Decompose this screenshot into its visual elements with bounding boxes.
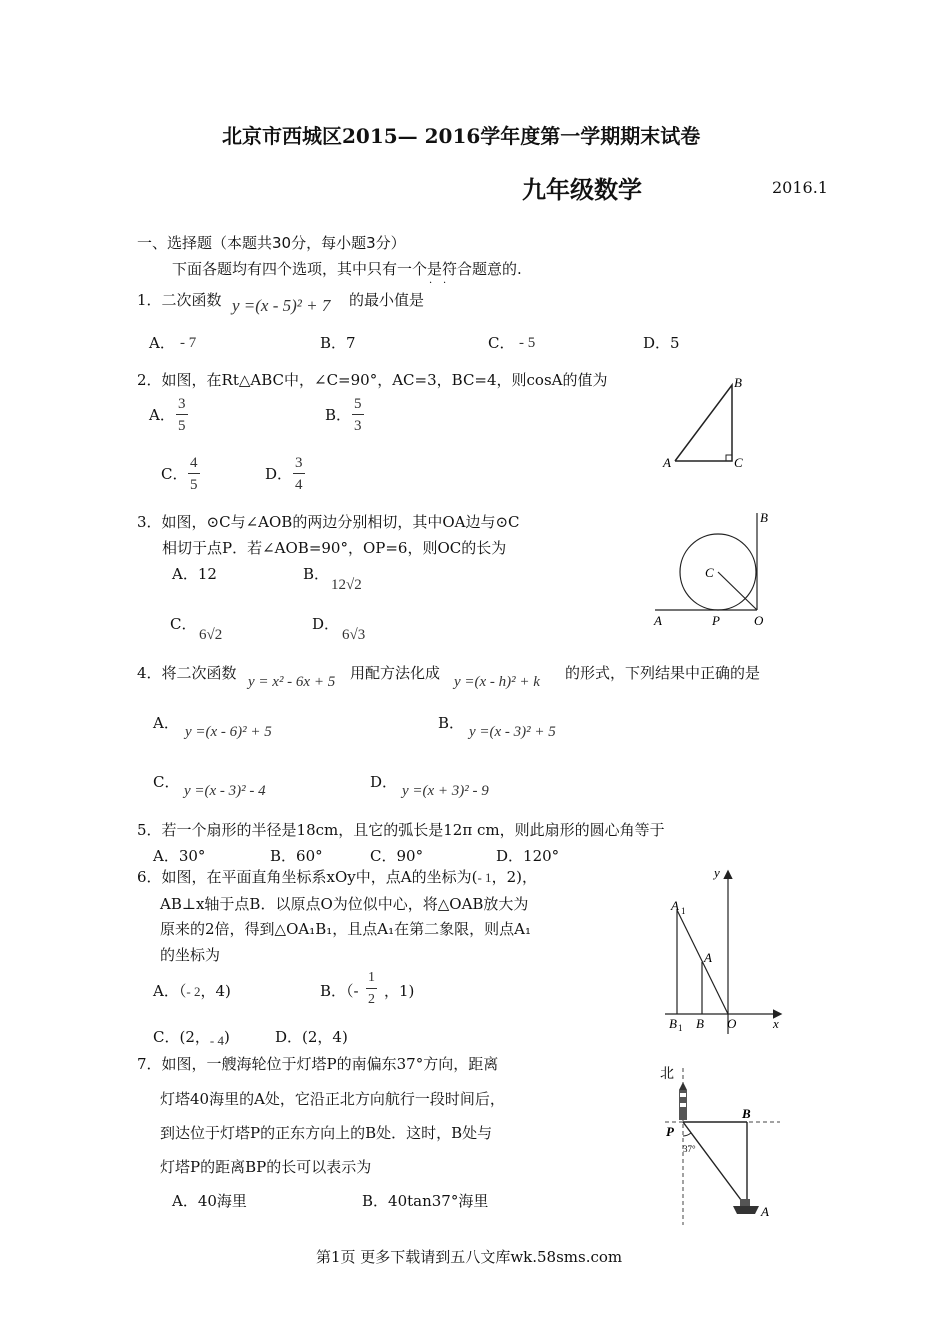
option-b-value: 12√2 <box>331 577 362 593</box>
right-angle-mark <box>726 455 732 461</box>
page-title: 北京市西城区2015— 2016学年度第一学期期末试卷 <box>222 124 701 148</box>
label-a1-sub: 1 <box>681 906 686 916</box>
label-b: B <box>742 1106 751 1121</box>
option-b-fraction: $\frac{1}{2}$ <box>368 970 375 1007</box>
option-d: D．(2，4) <box>275 1028 348 1046</box>
label-p: P <box>666 1124 674 1139</box>
exam-date: 2016.1 <box>772 178 828 197</box>
question-6-line3: 原来的2倍，得到△OA₁B₁，且点A₁在第二象限，则点A₁ <box>160 920 531 938</box>
question-7-line2: 灯塔40海里的A处，它沿正北方向航行一段时间后， <box>160 1090 505 1108</box>
lighthouse-icon <box>679 1082 687 1120</box>
question-6-line2: AB⊥x轴于点B．以原点O为位似中心，将△OAB放大为 <box>160 895 529 913</box>
option-a: A． <box>149 406 175 424</box>
page-subtitle: 九年级数学 <box>522 176 642 204</box>
question-1 <box>137 289 222 310</box>
label-north: 北 <box>660 1067 674 1082</box>
question-6-line1: 6．如图，在平面直角坐标系xOy中，点A的坐标为(- 1，2)， <box>137 868 537 886</box>
label-a: A <box>704 950 712 965</box>
option-a: A．40海里 <box>172 1192 247 1210</box>
option-b: B．40tan37°海里 <box>362 1192 489 1210</box>
label-p: P <box>712 613 720 628</box>
question-7-line1: 7．如图，一艘海轮位于灯塔P的南偏东37°方向，距离 <box>137 1055 499 1073</box>
label-o: O <box>727 1016 737 1031</box>
label-b: B <box>696 1016 704 1031</box>
option-a: A．30° <box>153 847 206 865</box>
option-c: C． <box>161 465 188 483</box>
option-d: D． <box>265 465 293 483</box>
option-b: B． <box>438 714 465 732</box>
option-a: A． <box>153 714 179 732</box>
ship-icon <box>733 1199 759 1214</box>
label-c: C <box>734 455 743 470</box>
emphasis-dot: · <box>429 278 433 289</box>
q1-expression: y =(x - 5)² + 7 <box>232 296 331 315</box>
option-c: C．90° <box>370 847 424 865</box>
q4-expression-2: y =(x - h)² + k <box>454 674 540 690</box>
section-instruction: 下面各题均有四个选项，其中只有一个是符合题意的. <box>172 260 522 278</box>
label-a1: A <box>671 898 679 913</box>
question-2: 2．如图，在Rt△ABC中，∠C=90°，AC=3，BC=4，则cosA的值为 <box>137 371 608 389</box>
option-c-value: - 5 <box>519 335 536 351</box>
option-a: A． <box>149 334 175 352</box>
option-a-fraction: $\frac{3}{5}$ <box>178 396 186 434</box>
q4-expression-1: y = x² - 6x + 5 <box>248 674 336 690</box>
label-a: A <box>663 455 671 470</box>
label-a: A <box>761 1204 769 1219</box>
option-b: B．（- <box>320 982 359 1000</box>
page-footer: 第1页 更多下载请到五八文库wk.58sms.com <box>316 1248 623 1266</box>
q4-text-3: 的形式，下列结果中正确的是 <box>565 664 761 682</box>
q4-text-2: 用配方法化成 <box>350 664 441 682</box>
option-c: C． <box>153 773 180 791</box>
question-3-line1: 3．如图，⊙C与∠AOB的两边分别相切，其中OA边与⊙C <box>137 513 520 531</box>
option-d: D． <box>370 773 398 791</box>
option-c-value: y =(x - 3)² - 4 <box>184 783 266 799</box>
q2-triangle-figure <box>655 372 755 472</box>
question-5: 5．若一个扇形的半径是18cm，且它的弧长是12π cm，则此扇形的圆心角等于 <box>137 821 665 839</box>
option-a-value: y =(x - 6)² + 5 <box>185 724 272 740</box>
option-d-fraction: $\frac{3}{4}$ <box>295 455 303 493</box>
option-b: B． <box>303 565 330 583</box>
question-6-line4: 的坐标为 <box>160 946 221 964</box>
option-c-fraction: $\frac{4}{5}$ <box>190 455 198 493</box>
option-c: C． <box>170 615 197 633</box>
q3-circle-figure <box>645 505 775 630</box>
axis-x-label: x <box>773 1016 779 1031</box>
option-b: B．7 <box>320 334 356 352</box>
option-c: C． <box>488 334 515 352</box>
label-b: B <box>760 510 768 525</box>
option-b-fraction: $\frac{5}{3}$ <box>354 396 362 434</box>
option-d: D．120° <box>496 847 560 865</box>
label-angle: 37° <box>683 1144 696 1154</box>
option-d-value: y =(x + 3)² - 9 <box>402 783 489 799</box>
axis-y-label: y <box>714 865 720 880</box>
option-c-value: 6√2 <box>199 627 223 643</box>
option-c: C．(2，- 4) <box>153 1028 230 1048</box>
label-c: C <box>705 565 714 580</box>
option-b-tail: ，1) <box>384 982 415 1000</box>
option-d: D． <box>312 615 340 633</box>
emphasis-dot: · <box>443 278 447 289</box>
question-text: 二次函数 <box>161 291 222 309</box>
q7-lighthouse-figure <box>655 1060 785 1230</box>
option-b-value: y =(x - 3)² + 5 <box>469 724 556 740</box>
label-b1: B <box>669 1016 677 1031</box>
option-b: B．60° <box>270 847 323 865</box>
label-b1-sub: 1 <box>678 1023 683 1033</box>
option-a: A．（- 2，4) <box>153 982 231 1000</box>
option-d: D．5 <box>643 334 680 352</box>
q6-coordinate-figure <box>665 862 790 1037</box>
label-a: A <box>654 613 662 628</box>
option-a-value: - 7 <box>180 335 197 351</box>
triangle <box>675 385 732 461</box>
label-o: O <box>754 613 764 628</box>
question-number: 1． <box>137 291 162 309</box>
question-7-line3: 到达位于灯塔P的正东方向上的B处．这时，B处与 <box>160 1124 493 1142</box>
question-7-line4: 灯塔P的距离BP的长可以表示为 <box>160 1158 372 1176</box>
question-4: 4．将二次函数 <box>137 664 237 682</box>
label-b: B <box>734 375 742 390</box>
section-heading: 一、选择题（本题共30分，每小题3分） <box>137 234 406 252</box>
option-a: A．12 <box>172 565 217 583</box>
option-b: B． <box>325 406 352 424</box>
question-3-line2: 相切于点P．若∠AOB=90°，OP=6，则OC的长为 <box>162 539 507 557</box>
option-d-value: 6√3 <box>342 627 366 643</box>
q1-text-after: 的最小值是 <box>349 291 425 309</box>
